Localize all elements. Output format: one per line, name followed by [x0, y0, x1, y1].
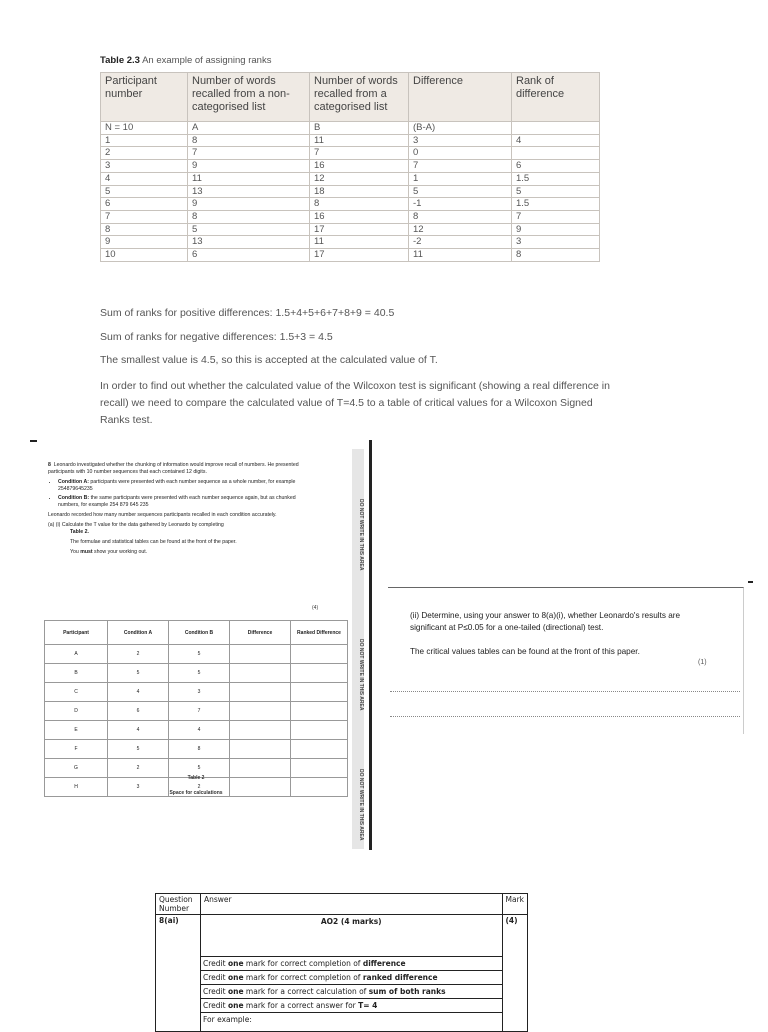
table-cell: 9 — [188, 198, 310, 211]
table-cell: 12 — [310, 172, 409, 185]
table-cell — [512, 122, 600, 135]
table2-header: Condition A — [108, 621, 169, 645]
table-row — [45, 721, 348, 740]
table-cell: 2 — [101, 147, 188, 160]
margin-warning: DO NOT WRITE IN THIS AREA — [358, 639, 364, 711]
example-line: For example: — [201, 1012, 502, 1031]
table-cell: 17 — [310, 249, 409, 262]
table-cell: 5 — [169, 664, 230, 683]
table-cell: 7 — [409, 160, 512, 173]
table-cell: (B-A) — [409, 122, 512, 135]
table-cell: N = 10 — [101, 122, 188, 135]
mark-scheme-answer — [201, 915, 503, 1032]
table-cell: 7 — [188, 147, 310, 160]
question-intro: Leonardo investigated whether the chunking of information would improve recall of numbers. He presented participants with 10 number sequences that each contained 12 digits. — [48, 462, 299, 475]
mark-scheme-mark: (4) — [502, 915, 528, 1032]
mark-scheme-table — [155, 893, 528, 1032]
table-cell: 9 — [101, 236, 188, 249]
table-row — [101, 223, 600, 236]
table-cell — [230, 683, 291, 702]
table2-header: Difference — [230, 621, 291, 645]
table-cell: 5 — [188, 223, 310, 236]
table-cell: 12 — [409, 223, 512, 236]
part-ii-mark: (1) — [698, 659, 707, 666]
table-cell — [230, 664, 291, 683]
table-cell: 3 — [512, 236, 600, 249]
table-cell: 13 — [188, 185, 310, 198]
table-cell — [230, 740, 291, 759]
table-row — [101, 134, 600, 147]
table-cell: 8 — [409, 210, 512, 223]
table-cell: 3 — [108, 778, 169, 797]
table-row — [101, 185, 600, 198]
working-note: You must show your working out. — [70, 549, 148, 555]
sum-positive-ranks: Sum of ranks for positive differences: 1.5+4+5+6+7+8+9 = 40.5 — [100, 307, 395, 319]
table-cell: 1 — [101, 134, 188, 147]
table-cell — [291, 721, 348, 740]
table2 — [44, 620, 348, 797]
mark-scheme-qnum: 8(ai) — [156, 915, 201, 1032]
table-cell: 4 — [101, 172, 188, 185]
table-row — [101, 172, 600, 185]
table2-header: Condition B — [169, 621, 230, 645]
table-cell: 9 — [512, 223, 600, 236]
table-cell: 2 — [108, 759, 169, 778]
table-cell: 8 — [101, 223, 188, 236]
table-cell: G — [45, 759, 108, 778]
credit-line: Credit one mark for correct completion of ranked difference — [201, 970, 502, 984]
sum-negative-ranks: Sum of ranks for negative differences: 1.5+3 = 4.5 — [100, 331, 333, 343]
ranks-table-header: Number of words recalled from a non-categorised list — [188, 73, 310, 122]
table-cell: 7 — [310, 147, 409, 160]
part-ii-question: (ii) Determine, using your answer to 8(a)(i), whether Leonardo's results are significant at P≤0.05 for a one-tailed (directional) test. — [410, 611, 681, 632]
table-cell: 5 — [512, 185, 600, 198]
table-cell: H — [45, 778, 108, 797]
table-cell: 4 — [512, 134, 600, 147]
margin-warning: DO NOT WRITE IN THIS AREA — [358, 499, 364, 571]
ranks-table-header: Difference — [409, 73, 512, 122]
table-cell — [291, 664, 348, 683]
table-row — [101, 236, 600, 249]
table-cell: 5 — [108, 664, 169, 683]
calculation-space-label: Space for calculations — [169, 790, 223, 796]
table-caption — [100, 55, 271, 66]
table-cell: 8 — [188, 134, 310, 147]
table2-header: Participant — [45, 621, 108, 645]
table-caption-text: An example of assigning ranks — [142, 55, 272, 66]
table-row — [101, 210, 600, 223]
table-cell — [291, 740, 348, 759]
table-cell: 16 — [310, 160, 409, 173]
table-cell: 5 — [169, 645, 230, 664]
table-row — [45, 645, 348, 664]
table-caption-number: Table 2.3 — [100, 55, 140, 66]
table-cell: 10 — [101, 249, 188, 262]
mark-scheme-header: Answer — [201, 894, 503, 915]
ranks-table-header: Rank of difference — [512, 73, 600, 122]
divider-mark — [748, 581, 753, 583]
table-cell: 11 — [310, 134, 409, 147]
credit-line: Credit one mark for a correct calculation of sum of both ranks — [201, 984, 502, 998]
table-cell — [291, 683, 348, 702]
table2-header: Ranked Difference — [291, 621, 348, 645]
table-cell: 5 — [409, 185, 512, 198]
table-cell — [291, 645, 348, 664]
table-cell: A — [188, 122, 310, 135]
table-cell: 4 — [108, 683, 169, 702]
table-cell: A — [45, 645, 108, 664]
table-row — [101, 198, 600, 211]
table2-caption: Table 2 — [187, 775, 205, 781]
table-cell: B — [310, 122, 409, 135]
table-cell: -1 — [409, 198, 512, 211]
table-cell: 6 — [512, 160, 600, 173]
margin-warning: DO NOT WRITE IN THIS AREA — [358, 769, 364, 841]
table-cell — [512, 147, 600, 160]
table-cell: 5 — [108, 740, 169, 759]
credit-line: Credit one mark for correct completion of difference — [201, 956, 502, 970]
condition-a: • Condition A: participants were presented with each number sequence as a whole number, for example 254879645235 — [58, 479, 316, 493]
table-cell: 17 — [310, 223, 409, 236]
ranks-table-header: Participant number — [101, 73, 188, 122]
table-cell — [230, 702, 291, 721]
table-cell: 9 — [188, 160, 310, 173]
table-cell: 8 — [512, 249, 600, 262]
table-cell: 3 — [409, 134, 512, 147]
table-cell: 3 — [169, 683, 230, 702]
table-cell: 8 — [188, 210, 310, 223]
table-cell: 4 — [108, 721, 169, 740]
table-cell: E — [45, 721, 108, 740]
mark-scheme-row — [156, 915, 528, 1032]
table-cell: 11 — [188, 172, 310, 185]
table-cell: 6 — [188, 249, 310, 262]
ranks-table-header: Number of words recalled from a categorised list — [310, 73, 409, 122]
table-cell: 8 — [169, 740, 230, 759]
table-cell: 1 — [409, 172, 512, 185]
table-row — [101, 160, 600, 173]
table-cell: 1.5 — [512, 172, 600, 185]
table-cell: B — [45, 664, 108, 683]
table-cell — [230, 645, 291, 664]
table-cell: 4 — [169, 721, 230, 740]
mark-scheme-header: Mark — [502, 894, 528, 915]
table-row — [45, 702, 348, 721]
table-cell — [291, 702, 348, 721]
table-row — [45, 740, 348, 759]
table-cell: F — [45, 740, 108, 759]
smallest-value-note: The smallest value is 4.5, so this is accepted at the calculated value of T. — [100, 354, 438, 366]
credit-line: Credit one mark for a correct answer for T= 4 — [201, 998, 502, 1012]
table-cell: 1.5 — [512, 198, 600, 211]
ranks-table-header-row — [101, 73, 600, 122]
table-cell: D — [45, 702, 108, 721]
table-cell: 8 — [310, 198, 409, 211]
divider-mark — [30, 440, 37, 442]
table-cell: C — [45, 683, 108, 702]
ao-heading: AO2 (4 marks) — [320, 917, 382, 926]
question-marks: (4) — [312, 605, 319, 611]
question-number: 8 — [48, 462, 51, 468]
table-cell: 18 — [310, 185, 409, 198]
table-cell: 0 — [409, 147, 512, 160]
mark-scheme-header-row — [156, 894, 528, 915]
question-text — [48, 462, 316, 559]
table2-header-row — [45, 621, 348, 645]
table-cell: 16 — [310, 210, 409, 223]
table-cell: 11 — [409, 249, 512, 262]
part-ii-tables-note: The critical values tables can be found at the front of this paper. — [410, 647, 640, 656]
table-cell: 6 — [108, 702, 169, 721]
table-cell: 7 — [169, 702, 230, 721]
table-cell: 6 — [101, 198, 188, 211]
table-row — [45, 664, 348, 683]
ranks-table — [100, 72, 600, 262]
answer-line[interactable] — [390, 716, 740, 717]
table-cell: 7 — [512, 210, 600, 223]
recorded-text: Leonardo recorded how many number sequences participants recalled in each condition accurately. — [48, 512, 277, 518]
table-cell: -2 — [409, 236, 512, 249]
table-row — [101, 249, 600, 262]
table-row — [101, 147, 600, 160]
table-cell: 7 — [101, 210, 188, 223]
page-divider — [369, 440, 372, 850]
table-row — [45, 683, 348, 702]
table-cell: 2 — [108, 645, 169, 664]
table-cell: 3 — [101, 160, 188, 173]
table-cell: 5 — [169, 759, 230, 778]
critical-values-note: In order to find out whether the calculated value of the Wilcoxon test is significant (showing a real difference in recall) we need to compare the calculated value of T=4.5 to a table of critical values for a Wilcoxon Signed Ranks test. — [100, 380, 610, 426]
part-a-text: (a) (i) Calculate the T value for the data gathered by Leonardo by completing Table 2. — [48, 522, 224, 535]
condition-b: • Condition B: the same participants were presented with each number sequence again, but as chunked numbers, for example 254 879 645 235 — [58, 495, 316, 509]
table-cell — [230, 721, 291, 740]
answer-line[interactable] — [390, 691, 740, 692]
table-cell: 13 — [188, 236, 310, 249]
mark-scheme-header: Question Number — [156, 894, 201, 915]
table-row — [101, 122, 600, 135]
table-cell: 5 — [101, 185, 188, 198]
table-cell: 11 — [310, 236, 409, 249]
formulae-note: The formulae and statistical tables can be found at the front of the paper. — [70, 539, 237, 545]
table-cell: 2 — [169, 778, 230, 797]
